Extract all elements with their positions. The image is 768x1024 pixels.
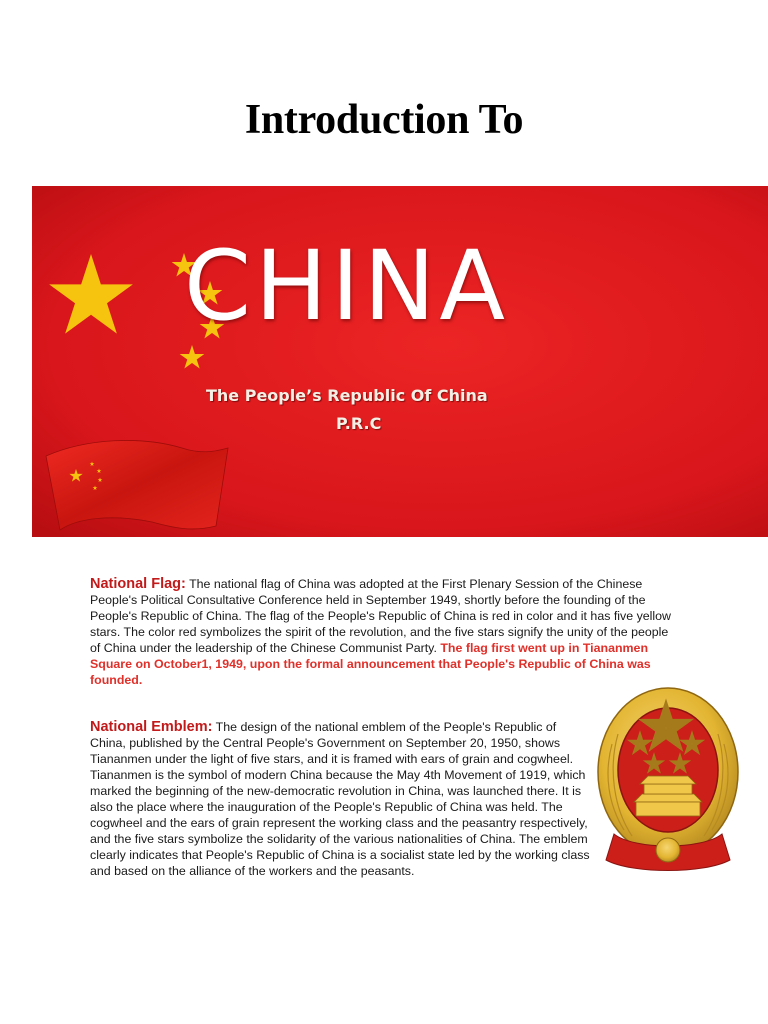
national-flag-heading: National Flag: [90, 576, 186, 593]
national-flag-paragraph [90, 576, 680, 688]
banner-subtitle: The People’s Republic Of China [206, 386, 488, 405]
banner-abbreviation: P.R.C [336, 414, 382, 433]
waving-flag-icon [46, 440, 228, 530]
national-flag-body: The national flag of China was adopted at the First Plenary Session of the Chinese People's Political Consultative Conference held in September 1949, shortly before the founding of the People's Republic of China. The flag of the People's Republic of China is red in color and it has five yellow stars. The color red symbolizes the spirit of the revolution, and the five stars signify the unity of the people of China under the leadership of the Chinese Communist Party. [90, 577, 671, 656]
page-title: Introduction To [244, 97, 524, 143]
banner-brand-text: CHINA [184, 230, 510, 342]
china-banner-image [32, 186, 768, 537]
national-emblem-paragraph [90, 719, 590, 879]
national-emblem-image [594, 684, 744, 880]
national-emblem-body: The design of the national emblem of the People's Republic of China, published by the Central People's Government on September 20, 1950, shows Tiananmen under the light of five stars, and it is framed with ears of grain and cogwheel. Tiananmen is the symbol of modern China because the May 4th Movement of 1919, which marked the beginning of the new-democratic revolution in China, was launched there. It is also the place where the inauguration of the People's Republic of China was held. The cogwheel and the ears of grain represent the working class and the peasantry respectively, and the five stars symbolize the solidarity of the various nationalities of China. The emblem clearly indicates that People's Republic of China is a socialist state led by the working class and based on the alliance of the workers and the peasants. [90, 720, 590, 879]
national-emblem-icon [594, 684, 744, 880]
national-flag-highlight: The flag first went up in Tiananmen Square on October1, 1949, upon the formal announcement that People's Republic of China was founded. [90, 641, 651, 688]
national-emblem-heading: National Emblem: [90, 719, 213, 736]
